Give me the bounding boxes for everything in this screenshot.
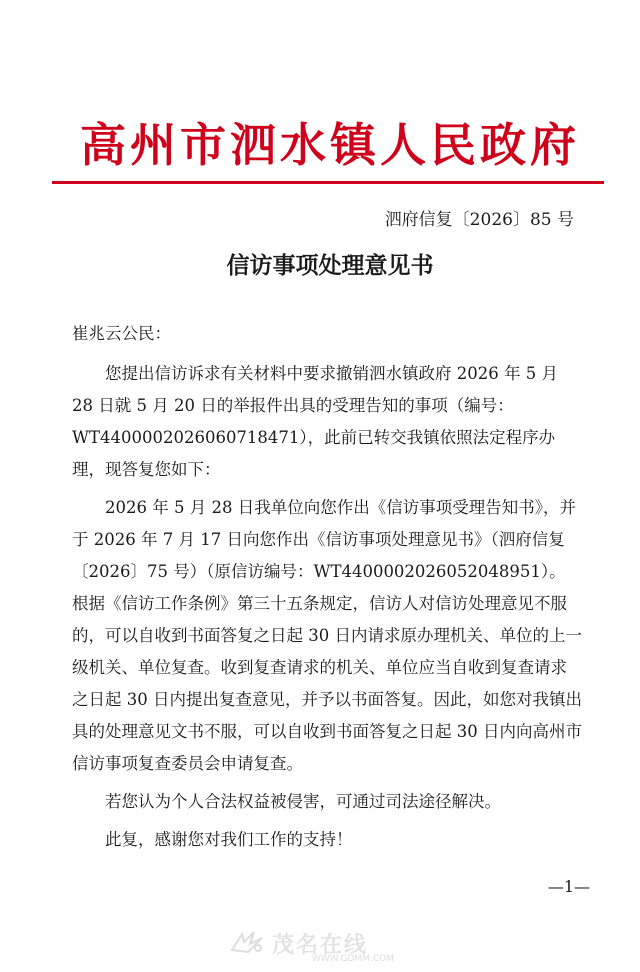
paragraph-3: 若您认为个人合法权益被侵害，可通过司法途径解决。 [105, 792, 501, 811]
watermark-logo-text: 茂名在线 [272, 933, 369, 958]
issuing-authority-header: 高州市泗水镇人民政府 [80, 118, 580, 172]
sparkle-logo-icon [228, 930, 268, 956]
paragraph-1: 您提出信访诉求有关材料中要求撤销泗水镇政府 2026 年 5 月 28 日就 5 月 20 日的举报件出具的受理告知的事项（编号：WT4400002026060718471），此前已转交我镇依照法定程序办理，现答复您如下： [72, 364, 558, 479]
paragraph-2: 2026 年 5 月 28 日我单位向您作出《信访事项受理告知书》，并于 2026 年 7 月 17 日向您作出《信访事项处理意见书》（泗府信复〔2026〕75 号）（原信访编号：WT4400002026052048951）。根据《信访工作条例》第三十五条规定，信访人对信访处理意见不服的，可以自收到书面答复之日起 30 日内请求原办理机关、单位的上一级机关、单位复查。收到复查请求的机关、单位应当自收到复查请求之日起 30 日内提出复查意见，并予以书面答复。因此，如您对我镇出具的处理意见文书不服，可以自收到书面答复之日起 30 日内向高州市信访事项复查委员会申请复查。 [72, 498, 582, 773]
salutation: 崔兆云公民： [72, 324, 171, 343]
watermark [228, 928, 438, 968]
document-body [72, 318, 582, 856]
document-title: 信访事项处理意见书 [226, 252, 434, 279]
document-number: 泗府信复〔2026〕85 号 [384, 210, 574, 230]
paragraph-4: 此复，感谢您对我们工作的支持！ [105, 830, 353, 849]
watermark-url: WWW.GDMM.COM [312, 954, 394, 964]
red-divider-line [52, 181, 604, 184]
page-number: —1— [547, 877, 590, 896]
